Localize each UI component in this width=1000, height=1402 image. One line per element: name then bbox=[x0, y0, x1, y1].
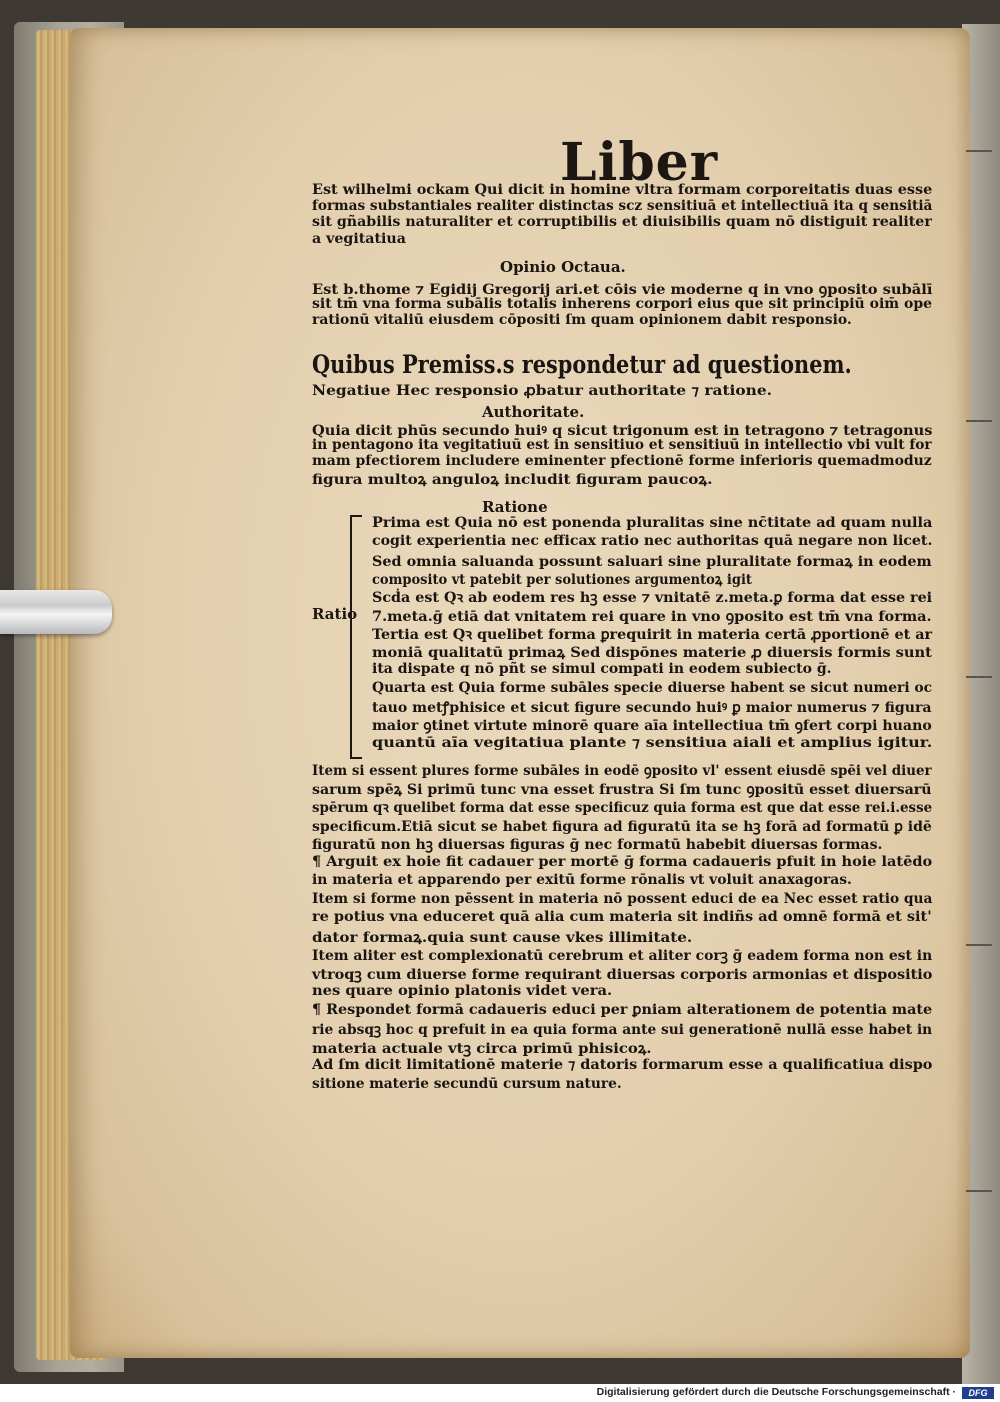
text-line: maior ꝯtinet virtute minorē quare aīa intellectiua tm̄ ꝯfert corpi huano bbox=[372, 718, 932, 735]
text-line: Tertia est Qꝛ quelibet forma ꝑrequirit in materia certā ꝓportionē et ar bbox=[372, 626, 933, 643]
stitch-mark bbox=[966, 150, 992, 152]
stitch-mark bbox=[966, 1190, 992, 1192]
text-line: Scḋa est Qꝛ ab eodem res hꝫ esse ⁊ vnitatē z.meta.ꝑ forma dat esse rei bbox=[372, 590, 933, 607]
text-line: rationū vitaliū eiusdem cōpositi ſm quam opinionem dabit responsio. bbox=[312, 312, 852, 329]
ratio-bracket bbox=[350, 515, 362, 759]
stitch-mark bbox=[966, 944, 992, 946]
text-line: moniā qualitatū primaꝝ Sed dispōnes materie ꝓ diuersis formis sunt bbox=[372, 645, 932, 662]
text-line: formas substantiales realiter distinctas scz sensitiuā et intellectiuā ita q sensitiā bbox=[312, 198, 933, 215]
text-line: sit tm̄ vna forma subālis totalis inherens corpori eius que sit principiū oim̄ ope bbox=[312, 296, 933, 313]
text-line: figura multoꝝ anguloꝝ includit figuram paucoꝝ. bbox=[312, 471, 713, 488]
text-line: composito vt patebit per solutiones argumentoꝝ igit bbox=[372, 571, 752, 588]
text-line: ¶ Respondet formā cadaueris educi per ꝑniam alterationem de potentia mate bbox=[312, 1001, 933, 1018]
text-line: Authoritate. bbox=[482, 403, 585, 421]
ratio-label: Ratio bbox=[312, 605, 358, 623]
text-line: cogit experientia nec efficax ratio nec authoritas quā negare non licet. bbox=[372, 533, 933, 550]
text-line: specificum.Etiā sicut se habet figura ad figuratū ita se hꝫ forā ad formatū ꝑ idē bbox=[312, 818, 932, 835]
text-line: sit gñabilis naturaliter et corruptibilis et diuisibilis quam nō distiguit realiter bbox=[312, 214, 932, 231]
running-head: Liber bbox=[560, 132, 719, 193]
text-line: Quibus Premiss.s respondetur ad questionem. bbox=[312, 350, 852, 379]
text-line: ¶ Arguit ex hoie fit cadauer per mortē ḡ forma cadaueris pfuit in hoie latēdo bbox=[312, 853, 933, 870]
text-line: tauo metꝭphisice et sicut figure secundo huiꝰ ꝑ maior numerus ⁊ figura bbox=[372, 700, 932, 716]
funding-notice: Digitalisierung gefördert durch die Deutsche Forschungsgemeinschaft · bbox=[596, 1386, 956, 1398]
text-line: in pentagono ita vegitatiuū est in sensitiuo et sensitiuū in intellectio vbi vult for bbox=[312, 437, 932, 454]
text-line: Item aliter est complexionatū cerebrum et aliter corꝫ ḡ eadem forma non est in bbox=[312, 948, 933, 964]
text-line: a vegitatiua bbox=[312, 230, 406, 247]
text-line: Est b.thome ⁊ Egidij Gregorij ari.et cōis vie moderne q in vno ꝯposito subālī bbox=[312, 282, 933, 298]
text-line: dator formaꝝ.quia sunt cause vkes illimitate. bbox=[312, 929, 693, 946]
text-line: sarum spēꝝ Si primū tunc vna esset frustra Si ſm tunc ꝯpositū esset diuersarū bbox=[312, 781, 932, 798]
dfg-logo: DFG bbox=[962, 1387, 994, 1399]
text-line: vtroqꝫ cum diuerse forme requirant diuersas corporis armonias et dispositio bbox=[312, 966, 933, 983]
text-line: Quia dicit phūs secundo huiꝰ q sicut trigonum est in tetragono ⁊ tetragonus bbox=[312, 423, 933, 439]
text-line: ita dispate q nō pñt se simul compati in eodem subiecto ḡ. bbox=[372, 661, 832, 678]
text-line: Item si essent plures forme subāles in eodē ꝯposito vl' essent eiusdē spēi vel diuer bbox=[312, 763, 932, 779]
text-line: re potius vna educeret quā alia cum materia sit indiñs ad omnē formā et sit' bbox=[312, 909, 932, 925]
stitch-mark bbox=[966, 420, 992, 422]
text-line: Prima est Quia nō est ponenda pluralitas sine nc̄titate ad quam nulla bbox=[372, 515, 933, 531]
stitch-mark bbox=[966, 676, 992, 678]
text-line: sitione materie secundū cursum nature. bbox=[312, 1075, 622, 1092]
text-line: spērum qꝛ quelibet forma dat esse specificuz quia forma est que dat esse rei.i.esse bbox=[312, 800, 933, 816]
text-line: mam pfectiorem includere eminenter pfectionē forme inferioris quemadmoduz bbox=[312, 453, 932, 470]
text-line: Ad ſm dicit limitationē materie ⁊ datoris formarum esse a qualificatiua dispo bbox=[312, 1057, 933, 1073]
text-line: Ratione bbox=[482, 498, 548, 516]
text-line: Negatiue Hec responsio ꝓbatur authoritate ⁊ ratione. bbox=[312, 383, 773, 399]
text-line: in materia et apparendo per exitū forme rōnalis vt voluit anaxagoras. bbox=[312, 872, 852, 888]
text-line: figuratū non hꝫ diuersas figuras ḡ nec formatū habebit diuersas formas. bbox=[312, 837, 883, 853]
text-line: Sed omnia saluanda possunt saluari sine pluralitate formaꝝ in eodem bbox=[372, 553, 932, 570]
text-line: quantū aīa vegitatiua plante ⁊ sensitiua aiali et amplius igitur. bbox=[372, 734, 933, 751]
text-line: Est wilhelmi ockam Qui dicit in homine vltra formam corporeitatis duas esse bbox=[312, 182, 933, 198]
text-line: Opinio Octaua. bbox=[500, 258, 626, 276]
text-line: Quarta est Quia forme subāles specie diuerse habent se sicut numeri oc bbox=[372, 679, 933, 696]
text-line: nes quare opinio platonis videt vera. bbox=[312, 983, 613, 999]
text-line: Item si forme non pēssent in materia nō possent educi de ea Nec esset ratio qua bbox=[312, 890, 933, 907]
text-line: rie absqꝫ hoc q prefuit in ea quia forma ante sui generationē nullā esse habet in bbox=[312, 1022, 933, 1038]
text-line: materia actuale vtꝫ circa primū phisicoꝝ. bbox=[312, 1040, 652, 1057]
text-line: 7.meta.ḡ etiā dat vnitatem rei quare in vno ꝯposito est tm̄ vna forma. bbox=[372, 608, 932, 625]
plexiglass-clip bbox=[0, 590, 112, 634]
footer-bar bbox=[0, 1384, 1000, 1402]
